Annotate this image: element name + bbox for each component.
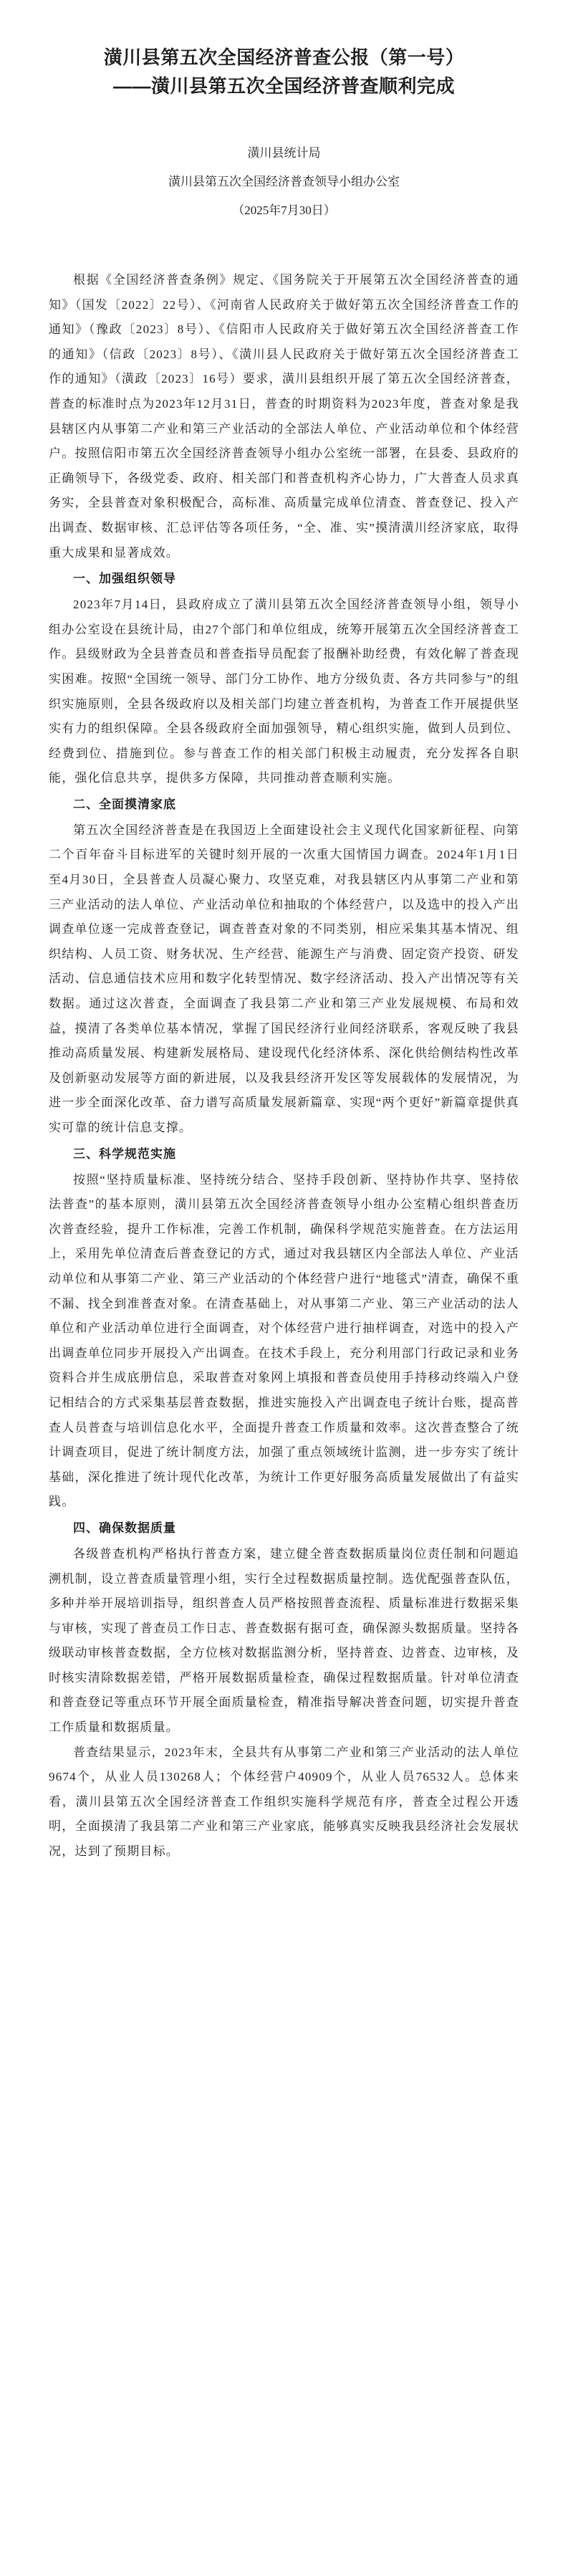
section-paragraph: 按照“坚持质量标准、坚持统分结合、坚持手段创新、坚持协作共享、坚持依法普查”的基本原则，潢川县第五次全国经济普查领导小组办公室精心组织普查历次普查经验，提升工作标准，完善工作机制，确保科学规范实施普查。在方法运用上，采用先单位清查后普查登记的方式，通过对我县辖区内全部法人单位、产业活动单位和从事第二产业、第三产业活动的个体经营户进行“地毯式”清查，确保不重不漏、找全到准普查对象。在清查基础上，对从事第二产业、第三产业活动的法人单位和产业活动单位进行全面调查，对个体经营户进行抽样调查，对选中的投入产出调查单位同步开展投入产出调查。在技术手段上，充分利用部门行政记录和业务资料合并生成底册信息，采取普查对象网上填报和普查员使用手持移动终端入户登记相结合的方式采集基层普查数据，推进实施投入产出调查电子统计台账，提高普查人员普查与培训信息化水平，全面提升普查工作质量和效率。这次普查整合了统计调查项目，促进了统计制度方法，加强了重点领域统计监测，进一步夯实了统计基础，深化推进了统计现代化改革，为统计工作更好服务高质量发展做出了有益实践。 <box>49 1172 519 1509</box>
section-heading-data-quality: 四、确保数据质量 <box>73 1521 176 1535</box>
results-paragraph: 普查结果显示，2023年末，全县共有从事第二产业和第三产业活动的法人单位9674个，从业人员130268人；个体经营户40909个，从业人员76532人。总体来看，潢川县第五次全国经济普查工作组织实施科学规范有序，普查全过程公开透明，全面摸清了我县第二产业和第三产业家底，能够真实反映我县经济社会发展状况，达到了预期目标。 <box>49 1745 519 1859</box>
publish-date: （2025年7月30日） <box>232 204 336 217</box>
bulletin-subtitle: ——潢川县第五次全国经济普查顺利完成 <box>112 75 455 97</box>
issuer-census-office: 潢川县第五次全国经济普查领导小组办公室 <box>168 175 400 188</box>
section-paragraph: 第五次全国经济普查是在我国迈上全面建设社会主义现代化国家新征程、向第二个百年奋斗目标进军的关键时刻开展的一次重大国情国力调查。2024年1月1日至4月30日，全县普查人员凝心聚力、攻坚克难，对我县辖区内从事第二产业和第三产业活动的法人单位、产业活动单位和抽取的个体经营户，以及选中的投入产出调查单位逐一完成普查登记，调查普查对象的不同类别，相应采集其基本情况、组织结构、人员工资、财务状况、生产经营、能源生产与消费、固定资产投资、研发活动、信息通信技术应用和数字化转型情况、数字经济活动、投入产出情况等有关数据。通过这次普查，全面调查了我县第二产业和第三产业发展规模、布局和效益，摸清了各类单位基本情况，掌握了国民经济行业间经济联系，客观反映了我县推动高质量发展、构建新发展格局、建设现代化经济体系、深化供给侧结构性改革及创新驱动发展等方面的新进展，以及我县经济开发区等发展载体的发展情况，为进一步全面深化改革、奋力谱写高质量发展新篇章、实现“两个更好”新篇章提供真实可靠的统计信息支撑。 <box>49 823 519 1134</box>
section-heading-census-scope: 二、全面摸清家底 <box>73 797 176 811</box>
section-paragraph: 各级普查机构严格执行普查方案，建立健全普查数据质量岗位责任制和问题追溯机制，设立普查质量管理小组，实行全过程数据质量控制。选优配强普查队伍，多种并举开展培训指导，组织普查人员严格按照普查流程、质量标准进行数据采集与审核，实现了普查员工作日志、普查数据有据可查，确保源头数据质量。坚持各级联动审核普查数据，全方位核对数据监测分析，坚持普查、边普查、边审核，及时核实清除数据差错，严格开展数据质量检查，确保过程数据质量。针对单位清查和普查登记等重点环节开展全面质量检查，精准指导解决普查问题，切实提升普查工作质量和数据质量。 <box>49 1546 519 1735</box>
bulletin-title: 潢川县第五次全国经济普查公报（第一号） <box>103 47 465 68</box>
intro-paragraph: 根据《全国经济普查条例》规定、《国务院关于开展第五次全国经济普查的通知》（国发〔2022〕22号）、《河南省人民政府关于做好第五次全国经济普查工作的通知》（豫政〔2023〕8号）、《信阳市人民政府关于做好第五次全国经济普查工作的通知》（信政〔2023〕8号）、《潢川县人民政府关于做好第五次全国经济普查工作的通知》（潢政〔2023〕16号）要求，潢川县组织开展了第五次全国经济普查，普查的标准时点为2023年12月31日，普查的时期资料为2023年度，普查对象是我县辖区内从事第二产业和第三产业活动的全部法人单位、产业活动单位和个体经营户。按照信阳市第五次全国经济普查领导小组办公室统一部署，在县委、县政府的正确领导下，各级党委、政府、相关部门和普查机构齐心协力，广大普查人员求真务实，全县普查对象积极配合，高标准、高质量完成单位清查、普查登记、投入产出调查、数据审核、汇总评估等各项任务，“全、准、实”摸清潢川经济家底，取得重大成果和显著成效。 <box>49 273 519 560</box>
issuer-statistics-bureau: 潢川县统计局 <box>247 146 321 160</box>
section-heading-implementation: 三、科学规范实施 <box>73 1146 176 1161</box>
section-heading-organization: 一、加强组织领导 <box>73 572 176 586</box>
section-paragraph: 2023年7月14日，县政府成立了潢川县第五次全国经济普查领导小组，领导小组办公室设在县统计局，由27个部门和单位组成，统筹开展第五次全国经济普查工作。县级财政为全县普查员和普查指导员配套了报酬补助经费，有效化解了普查现实困难。按照“全国统一领导、部门分工协作、地方分级负责、各方共同参与”的组织实施原则，全县各级政府以及相关部门均建立普查机构，为普查工作开展提供坚实有力的组织保障。全县各级政府全面加强领导，精心组织实施，做到人员到位、经费到位、措施到位。参与普查工作的相关部门积极主动履责，充分发挥各自职能，强化信息共享，提供多方保障，共同推动普查顺利实施。 <box>49 598 519 785</box>
bulletin-body <box>49 268 519 1864</box>
